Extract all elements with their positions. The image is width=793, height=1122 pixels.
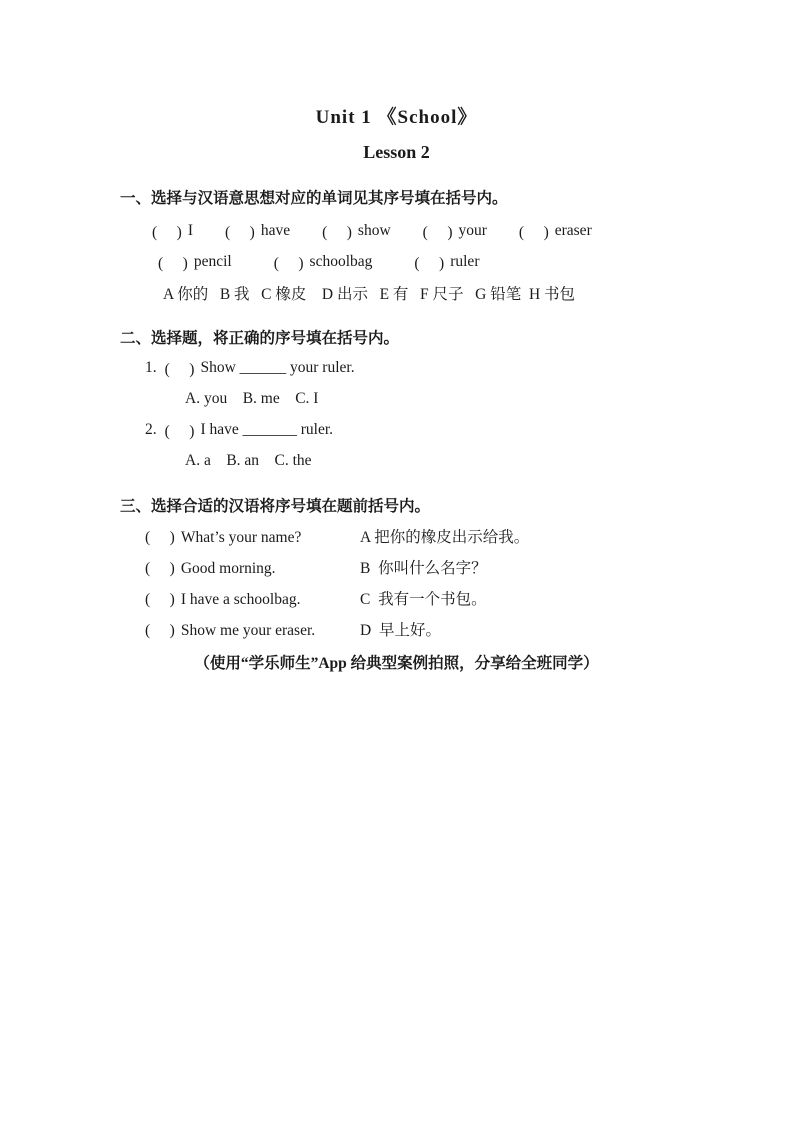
word-label: show: [357, 222, 391, 239]
answer-blank-paren: ( ): [414, 255, 447, 272]
section1-word-row-2: [158, 251, 793, 273]
word-item-show: [322, 220, 391, 242]
match-left: [145, 618, 360, 640]
question-2-options: A. a B. an C. the: [185, 452, 312, 469]
question-1: [145, 357, 793, 379]
answer-blank-paren: ( ): [273, 255, 306, 272]
word-label: ruler: [450, 253, 480, 270]
answer-blank-paren: ( ): [422, 224, 455, 241]
match-left-text: Show me your eraser.: [180, 622, 316, 639]
word-label: your: [458, 222, 487, 239]
lesson-subtitle: Lesson 2: [363, 142, 430, 162]
match-right: A 把你的橡皮出示给我。: [360, 529, 530, 546]
word-item-ruler: [414, 251, 479, 273]
answer-blank-paren: ( ): [145, 591, 177, 608]
word-label: schoolbag: [309, 253, 373, 270]
page-title: Unit 1 《School》: [315, 107, 478, 128]
footer-note: （使用“学乐师生”App 给典型案例拍照，分享给全班同学）: [194, 655, 599, 672]
section3-heading: 三、选择合适的汉语将序号填在题前括号内。: [120, 498, 431, 515]
match-left: [145, 556, 360, 578]
match-row-1: [145, 525, 793, 547]
answer-blank-paren: ( ): [322, 224, 354, 241]
answer-blank-paren: ( ): [225, 224, 257, 241]
word-item-have: [225, 220, 290, 242]
word-item-schoolbag: [274, 251, 373, 273]
question-number: 1.: [145, 359, 157, 376]
match-left-text: Good morning.: [180, 560, 276, 577]
answer-blank-paren: ( ): [518, 224, 551, 241]
question-2: [145, 419, 793, 441]
match-right: D 早上好。: [360, 622, 441, 639]
word-item-I: [152, 220, 193, 242]
word-item-pencil: [158, 251, 232, 273]
word-label: eraser: [554, 222, 592, 239]
answer-blank-paren: ( ): [164, 361, 197, 378]
match-row-3: [145, 587, 793, 609]
answer-blank-paren: ( ): [152, 224, 184, 241]
word-item-your: [423, 220, 487, 242]
section1-answer-key-row: A 你的 B 我 C 橡皮 D 出示 E 有 F 尺子 G 铅笔 H 书包: [163, 286, 576, 303]
word-label: I: [187, 222, 193, 239]
match-right: C 我有一个书包。: [360, 591, 487, 608]
question-text: I have _______ ruler.: [200, 421, 334, 438]
match-right: B 你叫什么名字？: [360, 560, 487, 577]
word-item-eraser: [519, 220, 592, 242]
match-left: [145, 525, 360, 547]
question-number: 2.: [145, 421, 157, 438]
match-left-text: I have a schoolbag.: [180, 591, 301, 608]
answer-blank-paren: ( ): [145, 622, 177, 639]
answer-blank-paren: ( ): [145, 560, 177, 577]
match-row-4: [145, 618, 793, 640]
answer-blank-paren: ( ): [158, 255, 190, 272]
question-text: Show ______ your ruler.: [200, 359, 355, 376]
answer-blank-paren: ( ): [145, 529, 177, 546]
match-row-2: [145, 556, 793, 578]
answer-blank-paren: ( ): [164, 423, 197, 440]
section1-heading: 一、选择与汉语意思想对应的单词见其序号填在括号内。: [120, 190, 508, 207]
match-left: [145, 587, 360, 609]
question-1-options: A. you B. me C. I: [185, 390, 319, 407]
word-label: pencil: [193, 253, 232, 270]
section1-word-row-1: [152, 220, 793, 242]
match-left-text: What’s your name?: [180, 529, 302, 546]
word-label: have: [260, 222, 291, 239]
section2-heading: 二、选择题，将正确的序号填在括号内。: [120, 330, 400, 347]
